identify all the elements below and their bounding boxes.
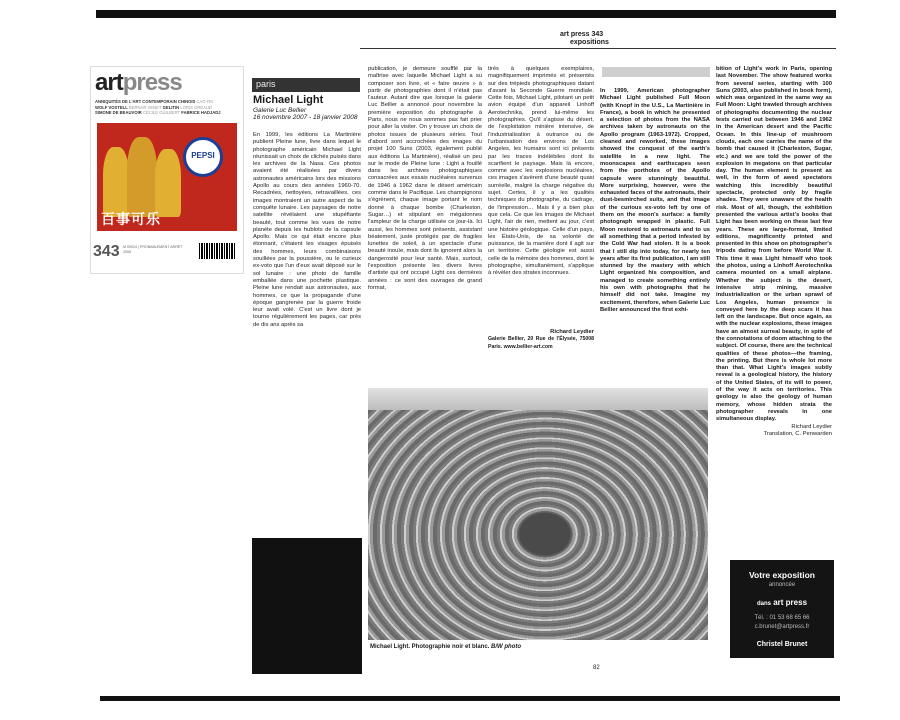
french-author: Richard Leydier	[550, 329, 594, 335]
ad-brand-line: dans art press	[756, 598, 808, 607]
ad-contact-name: Christel Brunet	[756, 641, 808, 648]
ad-title: Votre exposition	[749, 570, 815, 580]
ad-email: c.brunet@artpress.fr	[754, 624, 810, 630]
section-title: expositions	[570, 39, 609, 46]
english-text-column-2: bition of Light's work in Paris, opening last November. The show featured works from several series, starting with 100 Suns (2003, also published in book form), which was organized in the same way as Full Moon: Light trawled through archives of photographs documenting the nuclear tests carried out between 1946 and 1962 in the American desert and the Pacific Ocean. In this line-up of mushroom clouds, each one carries the name of the bomb that caused it (Charleston, Sugar, etc.) and we are told the power of the explosion in megatons on that particular day. The human element is present as well, in the form of awed spectators watching this incredibly beautiful spectacle, protected only by fragile shades. They were unaware of the health risk. Most of all, though, the exhibition presented the various artist's books that Light has been working on these last few years. These are large-format, limited editions, magnificently printed and presented in this show on photographer's tripods dating from before World War II. This time it was Light himself who took the photos, using a Linhoff Aerotechnika camera mounted on a small airplane. Whether the subject is the desert, intensive strip mining, massive industrialization or the urban sprawl of Los Angeles, human presence is conveyed here by the deep scars it has left on the landscape. But once again, as with the nuclear explosions, these images have an almost surreal beauty, in spite of the connotations of doom attaching to the subject. Of course, there are the technical qualities of these photos—the framing, the printing. But there is whole lot more than that. What Light's images subtly reveal is a geological history, the history of the United States, of its will to power, of the way it acts on territories. This geology is also the geology of human memory, whose hidden strata the photographer reveals in one simultaneous display.	[716, 66, 832, 423]
cover-chinese-text: 百事可乐	[101, 211, 161, 227]
left-black-block	[252, 538, 362, 674]
top-black-rule	[96, 10, 836, 18]
cover-names: ANNIQUITÉS DE L'ART CONTEMPORAIN CHINOIS CAO FEI WOLF VOSTELL BERNAR VENET GELITIN LORIS GREAUD SIMONE DE BEAUVOIR CÉCILE GUILBERT FABRICE HADJADJ	[95, 99, 221, 116]
mine-photograph	[368, 388, 708, 640]
cover-logo: artpress	[95, 69, 182, 96]
english-author: Richard Leydier	[791, 423, 832, 430]
photo-caption: Michael Light. Photographie noir et blanc. B/W photo	[370, 644, 522, 650]
french-signature-block	[488, 329, 594, 351]
advertisement-box	[730, 560, 834, 658]
blurred-header-bar	[602, 67, 710, 77]
magazine-header-title: art press 343	[560, 31, 604, 38]
gallery-credit: Galerie Bellier, 20 Rue de l'Élysée, 75008 Paris. www.bellier-art.com	[488, 336, 594, 350]
cover-issue-number: 343	[93, 243, 120, 260]
french-text-column-3: tirés à quelques exemplaires, magnifiquement imprimés et présentés sur des trépieds photographiques datant d'avant la Seconde Guerre mondiale. Cette fois, Michael Light, pilotant un petit avion équipé d'un appareil Linhoff Aerotechnika, prend lui-même les photographies. Qu'il s'agisse du désert, de l'exploitation minière intensive, de l'industrialisation à outrance ou de l'urbanisation des environs de Los Angeles, les humains sont ici présents par les traces indélébiles dont ils scarifient le paysage. Mais là encore, comme avec les explosions nucléaires, ces images s'avèrent d'une beauté quasi surréelle, malgré la charge négative du sujet. Certes, il y a les qualités techniques du photographe, du cadrage, de l'impression… Mais il y a bien plus que cela. Ce que les images de Michael Light, l'air de rien, mettent au jour, c'est une histoire géologique. Celle d'un pays, les États-Unis, de sa volonté de puissance, de la manière dont il agit sur un territoire. Cette géologie est aussi celle de la mémoire des hommes, dont le photographe, simultanément, s'applique à révéler des strates inconnues.	[488, 66, 594, 277]
bottom-black-rule	[100, 696, 840, 701]
magazine-cover	[90, 66, 244, 274]
ad-phone: Tél. : 01 53 68 65 66	[754, 615, 810, 621]
barcode	[199, 243, 235, 259]
english-text-column-2-block	[716, 66, 832, 438]
french-text-column-1: En 1999, les éditions La Martinière publient Pleine lune, livre dans lequel le photographe américain Michael Light réunissait un choix de clichés puisés dans les archives de la Nasa. Ces photos avaient été réalisées par divers astronautes américains lors des missions Apollo au cours des années 1960-70. Recadrées, nettoyées, retravaillées, ces images montraient un autre aspect de la conquête lunaire. Les paysages de notre satellite révélaient une stupéfiante beauté, tout comme les vues de notre planète depuis les hublots de la capsule Apollo. Mais ce qui était encore plus étonnant, c'étaient les visages épuisés des hommes, leurs combinaisons souillées par la poussière, ou le curieux ex-voto que l'un d'eux avait déposé sur le sol lunaire : une photo de famille emballée dans une pochette plastique. Pleine lune rendait aux astronautes, aux hommes, ce que la propagande d'une époque gangrenée par la guerre froide leur avait volé. C'est un livre dont je tourne régulièrement les pages, car près de dix ans après sa	[253, 132, 361, 328]
gallery-name: Galerie Luc Bellier	[253, 107, 307, 114]
photo-sky	[368, 388, 708, 410]
cover-small-print: M 09024 | PROBABLEMENT ARRÊT 2008	[123, 245, 183, 254]
ad-subtitle: annoncée	[768, 582, 796, 588]
exhibition-dates: 16 novembre 2007 - 18 janvier 2008	[253, 114, 358, 121]
city-label: paris	[256, 79, 276, 89]
english-text-column-1: In 1999, American photographer Michael Light published Full Moon (with Knopf in the U.S., La Martinière in France), a book in which he presented a selection of photos from the NASA archives taken by astronauts on the Apollo program (1963-1972). Cropped, cleaned and reworked, these images showed the conquest of the earth's satellite in a new light. The moonscapes and earthscapes seen from the portholes of the Apollo capsule were stunningly beautiful. More surprising, however, were the exhausted faces of the astronauts, their dust-besmirched suits, and that image of the curious ex-voto left by one of them on the moon's surface: a family photograph wrapped in plastic. Full Moon restored to astronauts and to us all something that a period infested by the Cold War had stolen. It is a book that I still dip into today, for nearly ten years after its first publication, I am still stunned by the mastery with which Light organized his composition, and managed to create something entirely his own with photographs that he himself did not take. Imagine my excitement, therefore, when Galerie Luc Bellier announced the first exhi-	[600, 88, 710, 313]
cover-artwork	[97, 123, 237, 231]
page-number: 82	[593, 665, 600, 671]
translator-credit: Translation, C. Penwarden	[763, 430, 832, 437]
header-rule	[360, 48, 836, 49]
article-heading: Michael Light	[253, 94, 324, 106]
pepsi-logo: PEPSI	[183, 137, 223, 177]
french-text-column-2: publication, je demeure soufflé par la maîtrise avec laquelle Michael Light a su composer son livre, et « faire œuvre » à partir de photographies dont il n'était pas l'auteur. Autant dire que lorsque la galerie Luc Bellier a annoncé pour novembre la première exposition du photographe à Paris, nous ne nous sommes pas fait prier pour aller la visiter. On y trouve un choix de photos issues de plusieurs séries. Tout d'abord sont accrochées des images du projet 100 Suns (2003, également publié aux éditions La Martinière), réalisé un peu sur le mode de Pleine lune : Light a fouillé dans les archives photographiques consacrées aux essais nucléaires survenus de 1946 à 1962 dans le désert américain comme dans le Pacifique. Les champignons s'égrènent, chaque image portant le nom donné à chaque bombe (Charleston, Sugar…) et stipulant en mégatonnes l'ampleur de la charge utilisée ce jour-là. Ici aussi, les hommes sont présents, assistant béatement, juste protégés par de fragiles lunettes de soleil, à un spectacle d'une beauté inouïe, mais dont ils ignorent alors la dangerosité pour leur santé. Mais, surtout, l'exposition présente les divers livres d'artiste qui ont occupé Light ces dernières années : ce sont des ouvrages de grand format,	[368, 66, 482, 291]
